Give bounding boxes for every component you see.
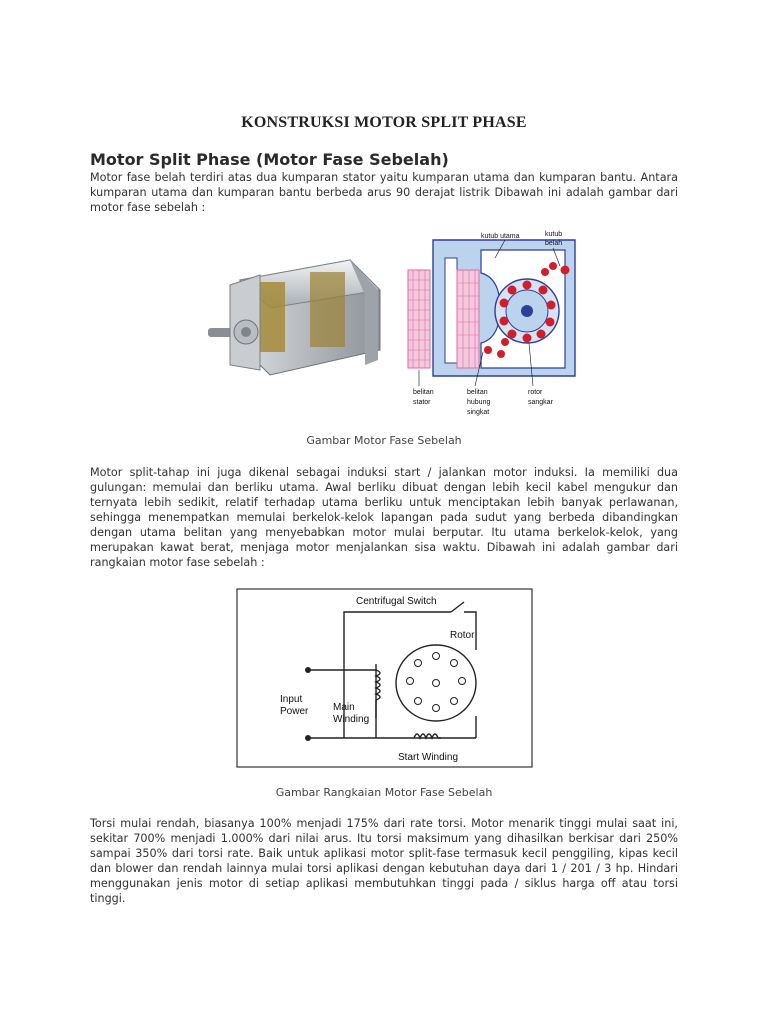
figure-caption-2: Gambar Rangkaian Motor Fase Sebelah xyxy=(275,786,493,799)
label-start-winding: Start Winding xyxy=(398,752,459,763)
label-belitan-hubung-2: hubung xyxy=(467,399,491,406)
label-main-winding: Main xyxy=(333,702,355,713)
motor-photo xyxy=(200,240,390,390)
label-centrifugal-switch: Centrifugal Switch xyxy=(356,596,437,607)
label-input-power: Input xyxy=(280,694,303,705)
label-kutub-belah-2: belah xyxy=(545,240,563,247)
label-belitan-hubung: belitan xyxy=(467,389,488,396)
label-kutub-belah: kutub xyxy=(545,231,563,238)
section-heading: Motor Split Phase (Motor Fase Sebelah) xyxy=(90,150,449,169)
label-kutub-utama: kutub utama xyxy=(481,233,520,240)
label-rotor-sangkar-2: sangkar xyxy=(528,399,553,406)
label-belitan-hubung-3: singkat xyxy=(467,409,490,416)
motor-cross-section-diagram xyxy=(405,228,580,423)
label-input-power-2: Power xyxy=(280,706,309,717)
paragraph-intro: Motor fase belah terdiri atas dua kumparan stator yaitu kumparan utama dan kumparan bantu. Antara kumparan utama dan kumparan bantu berbeda arus 90 derajat listrik Dibawah ini adalah gambar dari motor fase sebelah : xyxy=(90,171,678,214)
page-title: KONSTRUKSI MOTOR SPLIT PHASE xyxy=(241,114,527,131)
label-rotor-sangkar: rotor xyxy=(528,389,543,396)
figure-caption-1: Gambar Motor Fase Sebelah xyxy=(306,434,462,447)
label-belitan-stator-2: stator xyxy=(413,399,431,406)
split-phase-circuit-diagram xyxy=(236,588,533,768)
circuit-frame xyxy=(237,589,532,767)
label-main-winding-2: Winding xyxy=(333,714,370,725)
paragraph-torque: Torsi mulai rendah, biasanya 100% menjadi 175% dari rate torsi. Motor menarik tinggi mulai saat ini, sekitar 700% menjadi 1.000% dari nilai arus. Itu torsi maksimum yang dihasilkan berkisar dari 250% sampai 350% dari torsi rate. Baik untuk aplikasi motor split-fase termasuk kecil penggiling, kipas kecil dan blower dan rendah lainnya mulai torsi aplikasi dengan kebutuhan daya dari 1 / 201 / 3 hp. Hindari menggunakan jenis motor di setiap aplikasi membutuhkan tinggi pada / siklus harga off atau torsi tinggi. xyxy=(90,817,678,905)
paragraph-description: Motor split-tahap ini juga dikenal sebagai induksi start / jalankan motor induksi. Ia memiliki dua gulungan: memulai dan berliku utama. Awal berliku dibuat dengan lebih kecil kabel mengukur dan ternyata lebih sedikit, relatif terhadap utama berliku untuk menciptakan lebih banyak perlawanan, sehingga menempatkan memulai berkelok-kelok lapangan pada sudut yang berbeda dibandingkan dengan utama belitan yang menyebabkan motor mulai berputar. Itu utama berkelok-kelok, yang merupakan kawat berat, menjaga motor menjalankan sisa waktu. Dibawah ini adalah gambar dari rangkaian motor fase sebelah : xyxy=(90,466,678,569)
label-belitan-stator: belitan xyxy=(413,389,434,396)
label-rotor: Rotor xyxy=(450,630,475,641)
